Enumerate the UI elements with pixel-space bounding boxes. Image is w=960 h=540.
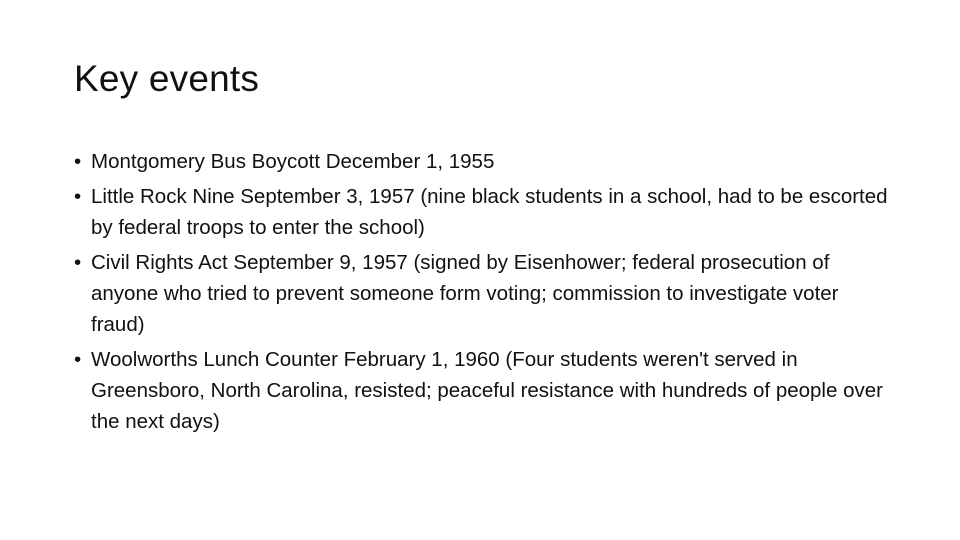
bullet-icon: • <box>74 348 82 371</box>
bullet-text: Civil Rights Act September 9, 1957 (signed by Eisenhower; federal prosecution of anyone who tried to prevent someone form voting; commission to investigate voter fraud) <box>91 251 839 336</box>
bullet-icon: • <box>74 251 82 274</box>
bullet-text: Montgomery Bus Boycott December 1, 1955 <box>91 150 495 173</box>
bullet-list <box>74 146 894 441</box>
bullet-item <box>74 146 894 177</box>
bullet-icon: • <box>74 185 82 208</box>
bullet-text: Little Rock Nine September 3, 1957 (nine black students in a school, had to be escorted by federal troops to enter the school) <box>91 185 888 239</box>
slide-title: Key events <box>74 58 260 99</box>
bullet-text: Woolworths Lunch Counter February 1, 1960 (Four students weren't served in Greensboro, North Carolina, resisted; peaceful resistance with hundreds of people over the next days) <box>91 348 883 433</box>
bullet-item <box>74 247 894 340</box>
bullet-item <box>74 344 894 437</box>
bullet-item <box>74 181 894 243</box>
bullet-icon: • <box>74 150 82 173</box>
